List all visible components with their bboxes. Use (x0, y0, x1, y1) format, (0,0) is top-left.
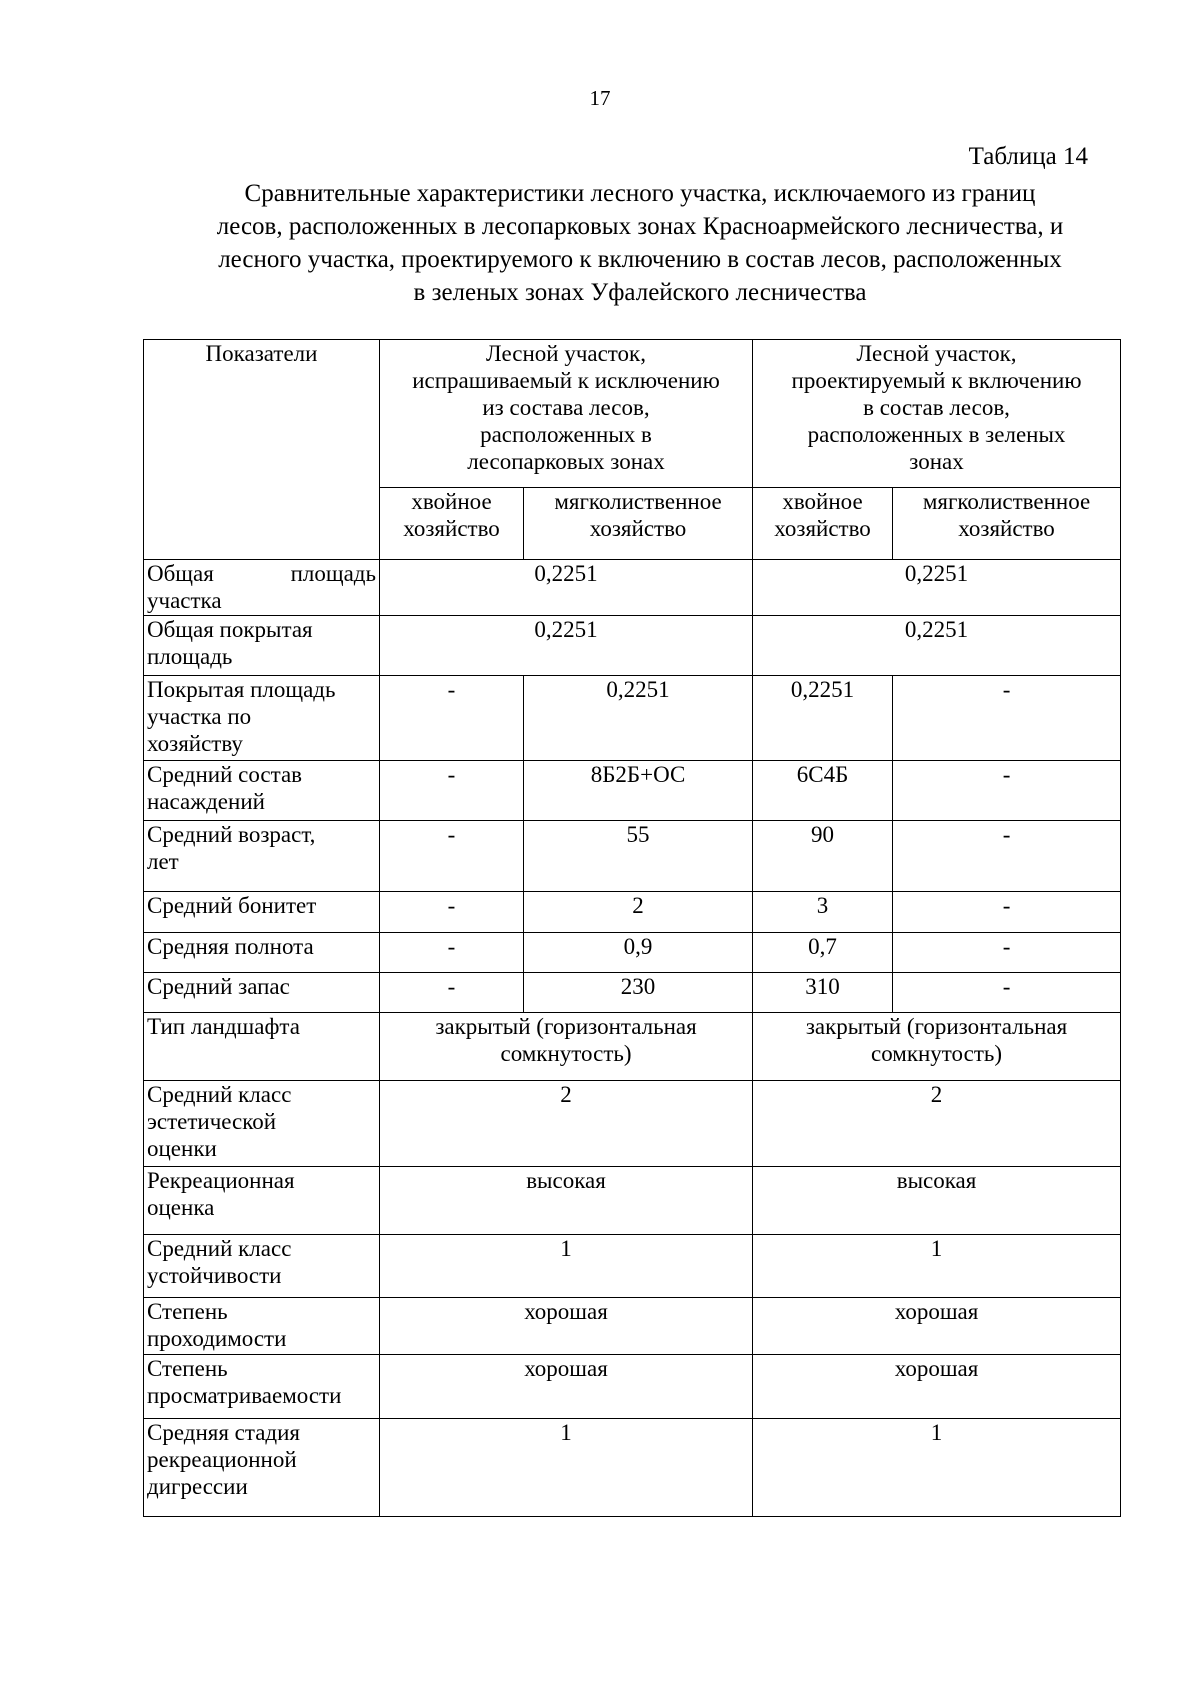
header-line: лесопарковых зонах (467, 449, 665, 474)
subheader-conifer (753, 488, 893, 560)
label-word: площадь (290, 561, 376, 586)
value-cell: - (380, 676, 524, 761)
value-cell: - (893, 761, 1121, 821)
table-row (144, 892, 1121, 933)
table-row (144, 1235, 1121, 1298)
group2-header (753, 340, 1121, 488)
subheader-softwood (524, 488, 753, 560)
value-cell: - (893, 676, 1121, 761)
value-cell: хорошая (753, 1298, 1121, 1355)
value-cell: 6С4Б (753, 761, 893, 821)
row-label (144, 1081, 380, 1167)
label-line: площадь (147, 644, 233, 669)
value-cell: - (380, 821, 524, 892)
row-label: Средний бонитет (144, 892, 380, 933)
label-line: оценка (147, 1195, 215, 1220)
label-line: хозяйству (147, 731, 243, 756)
title-line: лесов, расположенных в лесопарковых зонах Красноармейского лесничества, и (216, 213, 1064, 240)
label-line: рекреационной (147, 1447, 297, 1472)
table-row (144, 1013, 1121, 1081)
label-line: Степень (147, 1299, 228, 1324)
header-line: Лесной участок, (486, 341, 646, 366)
value-cell: 1 (753, 1419, 1121, 1517)
header-line: расположенных в (480, 422, 652, 447)
row-label (144, 676, 380, 761)
label-word: Общая (147, 561, 214, 586)
value-cell: - (893, 973, 1121, 1013)
subheader-conifer (380, 488, 524, 560)
subheader-line: мягколиственное (554, 489, 722, 514)
value-cell: хорошая (753, 1355, 1121, 1419)
label-line (147, 560, 376, 587)
row-label: Тип ландшафта (144, 1013, 380, 1081)
subheader-line: хвойное (411, 489, 492, 514)
table-row (144, 616, 1121, 676)
header-text: Показатели (205, 341, 318, 366)
label-line: Средний класс (147, 1236, 292, 1261)
row-label (144, 1419, 380, 1517)
label-line: эстетической (147, 1109, 277, 1134)
subheader-softwood (893, 488, 1121, 560)
value-cell (753, 1013, 1121, 1081)
label-line: Средний состав (147, 762, 303, 787)
value-cell: - (893, 821, 1121, 892)
table-row (144, 973, 1121, 1013)
document-title (140, 177, 1140, 309)
header-line: в состав лесов, (863, 395, 1010, 420)
row-label (144, 1355, 380, 1419)
table-row (144, 761, 1121, 821)
label-line: Степень (147, 1356, 228, 1381)
value-cell: - (893, 933, 1121, 973)
table-row (144, 1298, 1121, 1355)
value-cell: хорошая (380, 1355, 753, 1419)
table-row (144, 933, 1121, 973)
row-label: Средний запас (144, 973, 380, 1013)
table-row (144, 1081, 1121, 1167)
value-cell: 1 (380, 1235, 753, 1298)
value-cell (380, 1013, 753, 1081)
subheader-line: хозяйство (774, 516, 871, 541)
value-cell: хорошая (380, 1298, 753, 1355)
label-line: оценки (147, 1136, 217, 1161)
value-cell: 2 (380, 1081, 753, 1167)
value-cell: - (380, 933, 524, 973)
subheader-line: мягколиственное (922, 489, 1091, 514)
value-cell: 90 (753, 821, 893, 892)
label-line: Средняя стадия (147, 1420, 301, 1445)
value-cell: 0,2251 (753, 676, 893, 761)
row-label (144, 761, 380, 821)
value-cell: 0,7 (753, 933, 893, 973)
value-cell: 0,2251 (380, 560, 753, 616)
comparison-table (143, 339, 1121, 1517)
value-line: сомкнутость) (871, 1041, 1003, 1066)
value-cell: - (380, 973, 524, 1013)
label-line: Покрытая площадь (147, 677, 336, 702)
value-cell: 8Б2Б+ОС (524, 761, 753, 821)
table-label: Таблица 14 (968, 143, 1088, 170)
value-line: закрытый (горизонтальная (805, 1014, 1068, 1039)
value-cell: 0,2251 (753, 560, 1121, 616)
label-line: Средний возраст, (147, 822, 316, 847)
row-label: Средняя полнота (144, 933, 380, 973)
subheader-line: хозяйство (958, 516, 1055, 541)
header-line: из состава лесов, (482, 395, 650, 420)
title-line: Сравнительные характеристики лесного участка, исключаемого из границ (244, 180, 1036, 207)
header-line: проектируемый к включению (791, 368, 1082, 393)
label-line: участка (147, 588, 222, 613)
page-number: 17 (589, 86, 611, 110)
table-row (144, 560, 1121, 616)
label-line: насаждений (147, 789, 265, 814)
row-label (144, 1235, 380, 1298)
table-row (144, 1355, 1121, 1419)
table-row (144, 821, 1121, 892)
value-cell: 55 (524, 821, 753, 892)
header-line: испрашиваемый к исключению (412, 368, 720, 393)
header-row (144, 340, 1121, 488)
label-line: Средний класс (147, 1082, 292, 1107)
title-line: в зеленых зонах Уфалейского лесничества (413, 279, 867, 306)
row-label (144, 616, 380, 676)
value-cell: 0,2251 (380, 616, 753, 676)
header-line: расположенных в зеленых (807, 422, 1066, 447)
value-cell: высокая (753, 1167, 1121, 1235)
label-line: лет (147, 849, 179, 874)
value-cell: 2 (753, 1081, 1121, 1167)
value-cell: 1 (380, 1419, 753, 1517)
label-line: Общая покрытая (147, 617, 313, 642)
value-cell: высокая (380, 1167, 753, 1235)
header-line: Лесной участок, (856, 341, 1017, 366)
label-line: дигрессии (147, 1474, 248, 1499)
row-label (144, 1167, 380, 1235)
value-line: закрытый (горизонтальная (435, 1014, 697, 1039)
value-cell: 3 (753, 892, 893, 933)
group1-header (380, 340, 753, 488)
value-cell: 310 (753, 973, 893, 1013)
table-row (144, 1419, 1121, 1517)
value-cell: 230 (524, 973, 753, 1013)
value-cell: - (380, 892, 524, 933)
value-cell: 0,2251 (524, 676, 753, 761)
title-line: лесного участка, проектируемого к включению в состав лесов, расположенных (218, 246, 1062, 273)
value-cell: 2 (524, 892, 753, 933)
table-row (144, 676, 1121, 761)
label-line: проходимости (147, 1326, 287, 1351)
value-cell: 0,2251 (753, 616, 1121, 676)
row-label (144, 560, 380, 616)
value-line: сомкнутость) (500, 1041, 632, 1066)
table-row (144, 1167, 1121, 1235)
row-label (144, 821, 380, 892)
label-line: Рекреационная (147, 1168, 295, 1193)
value-cell: - (380, 761, 524, 821)
subheader-line: хозяйство (589, 516, 687, 541)
label-line: просматриваемости (147, 1383, 342, 1408)
label-line: устойчивости (147, 1263, 282, 1288)
value-cell: 0,9 (524, 933, 753, 973)
label-line: участка по (147, 704, 252, 729)
value-cell: 1 (753, 1235, 1121, 1298)
value-cell: - (893, 892, 1121, 933)
indicators-header (144, 340, 380, 560)
header-line: зонах (909, 449, 964, 474)
row-label (144, 1298, 380, 1355)
subheader-line: хвойное (782, 489, 863, 514)
subheader-line: хозяйство (403, 516, 500, 541)
